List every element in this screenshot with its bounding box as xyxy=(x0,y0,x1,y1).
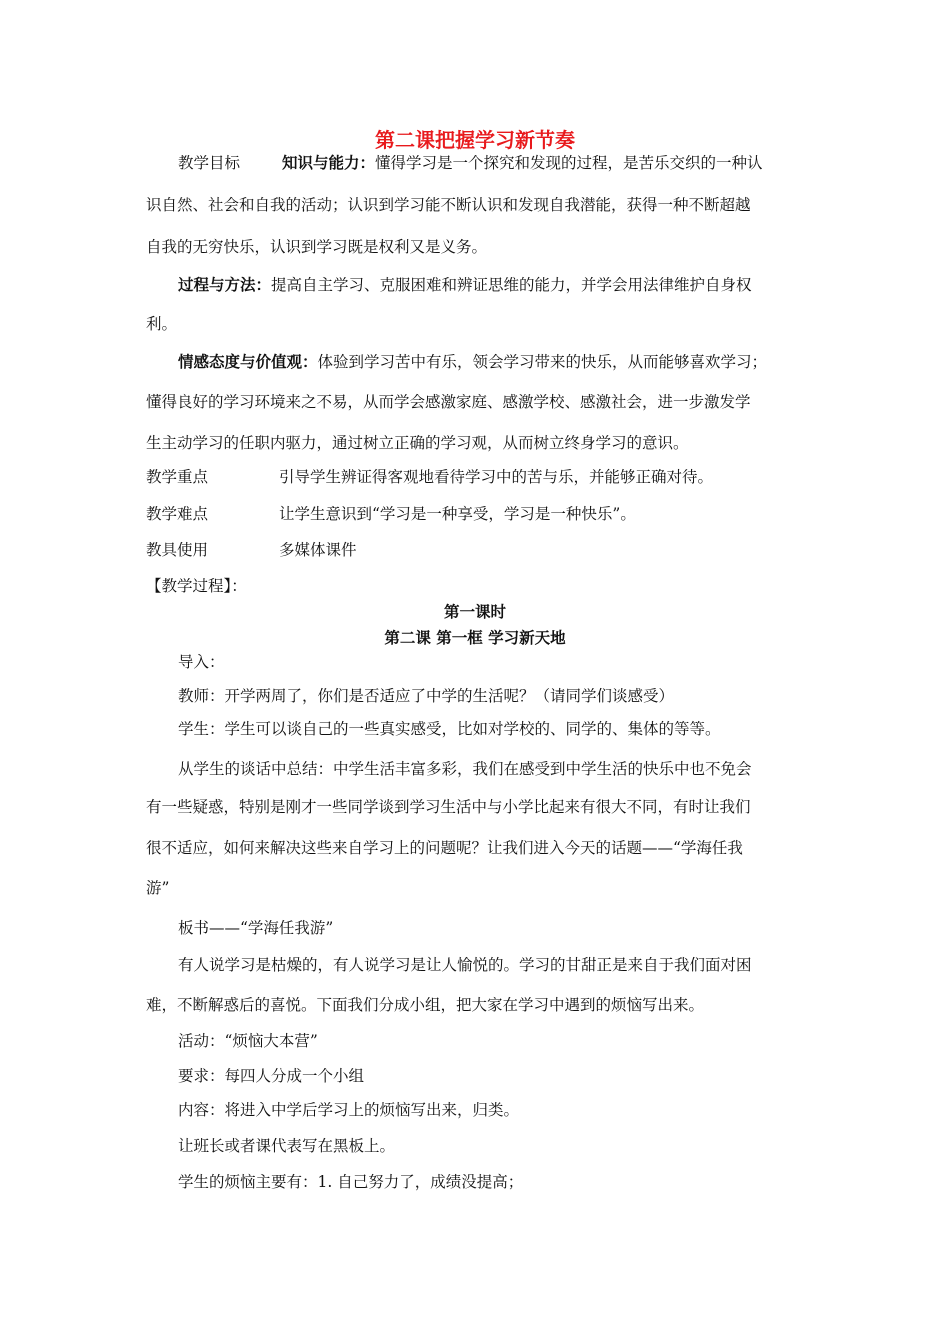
tools-text: 多媒体课件 xyxy=(279,541,357,559)
emotion-text-3: 生主动学习的任职内驱力，通过树立正确的学习观，从而树立终身学习的意识。 xyxy=(146,434,689,452)
process-line-1 xyxy=(178,275,752,295)
knowledge-text-3: 自我的无穷快乐，认识到学习既是权利又是义务。 xyxy=(146,238,488,256)
emotion-label: 情感态度与价值观： xyxy=(178,353,318,371)
key-point-label: 教学重点 xyxy=(146,468,209,486)
lesson-heading: 第一课时 xyxy=(443,603,506,621)
emotion-text-1: 体验到学习苦中有乐，领会学习带来的快乐，从而能够喜欢学习； xyxy=(317,353,768,371)
tools-label: 教具使用 xyxy=(146,541,209,559)
body-paragraph: 让班长或者课代表写在黑板上。 xyxy=(178,1137,396,1155)
knowledge-label: 知识与能力： xyxy=(282,154,376,172)
body-paragraph: 学生：学生可以谈自己的一些真实感受，比如对学校的、同学的、集体的等等。 xyxy=(178,720,721,738)
key-point-row xyxy=(146,467,713,487)
difficulty-text: 让学生意识到“学习是一种享受，学习是一种快乐”。 xyxy=(279,505,636,523)
process-text-2: 利。 xyxy=(146,315,178,333)
tools-row xyxy=(146,540,357,560)
body-paragraph: 学生的烦恼主要有：1. 自己努力了，成绩没提高； xyxy=(178,1173,524,1191)
key-point-text: 引导学生辨证得客观地看待学习中的苦与乐，并能够正确对待。 xyxy=(279,468,714,486)
document-title: 第二课把握学习新节奏 xyxy=(375,128,575,152)
body-paragraph: 教师：开学两周了，你们是否适应了中学的生活呢？（请同学们谈感受） xyxy=(178,687,675,705)
process-label: 过程与方法： xyxy=(178,276,272,294)
body-paragraph: 游” xyxy=(146,879,170,897)
body-paragraph: 很不适应，如何来解决这些来自学习上的问题呢？让我们进入今天的话题——“学海任我 xyxy=(146,839,743,857)
body-paragraph: 有人说学习是枯燥的，有人说学习是让人愉悦的。学习的甘甜正是来自于我们面对困 xyxy=(178,956,752,974)
objectives-line-1 xyxy=(178,153,763,173)
body-paragraph: 板书——“学海任我游” xyxy=(178,919,334,937)
body-paragraph: 导入： xyxy=(178,653,225,671)
body-paragraph: 活动：“烦恼大本营” xyxy=(178,1032,318,1050)
difficulty-label: 教学难点 xyxy=(146,505,209,523)
body-paragraph: 有一些疑惑，特别是刚才一些同学谈到学习生活中与小学比起来有很大不同，有时让我们 xyxy=(146,798,751,816)
difficulty-row xyxy=(146,504,636,524)
emotion-text-2: 懂得良好的学习环境来之不易，从而学会感激家庭、感激学校、感激社会，进一步激发学 xyxy=(146,393,751,411)
knowledge-text-2: 识自然、社会和自我的活动；认识到学习能不断认识和发现自我潜能，获得一种不断超越 xyxy=(146,196,751,214)
section-heading: 第二课 第一框 学习新天地 xyxy=(384,629,566,647)
body-paragraph: 难，不断解惑后的喜悦。下面我们分成小组，把大家在学习中遇到的烦恼写出来。 xyxy=(146,996,705,1014)
body-paragraph: 内容：将进入中学后学习上的烦恼写出来，归类。 xyxy=(178,1101,520,1119)
objectives-label: 教学目标 xyxy=(178,154,241,172)
body-paragraph: 从学生的谈话中总结：中学生活丰富多彩，我们在感受到中学生活的快乐中也不免会 xyxy=(178,760,752,778)
body-paragraph: 要求：每四人分成一个小组 xyxy=(178,1067,365,1085)
emotion-line-1 xyxy=(178,352,767,372)
process-text-1: 提高自主学习、克服困难和辨证思维的能力，并学会用法律维护自身权 xyxy=(271,276,752,294)
process-heading: 【教学过程】： xyxy=(146,577,247,595)
knowledge-text-1: 懂得学习是一个探究和发现的过程，是苦乐交织的一种认 xyxy=(375,154,763,172)
